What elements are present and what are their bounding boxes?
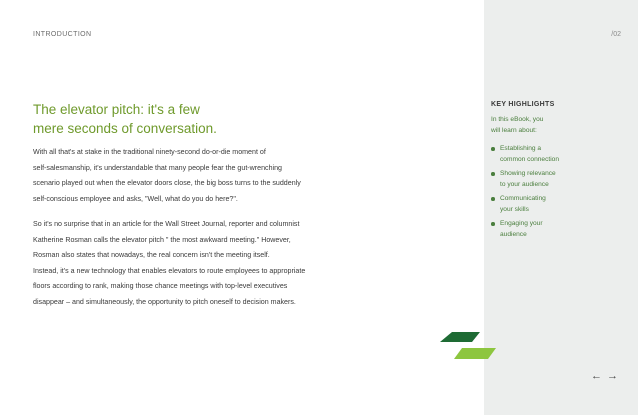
list-item-line: to your audience: [500, 180, 549, 188]
text-line: So it's no surprise that in an article for the Wall Street Journal, reporter and columnist: [33, 220, 300, 228]
text-line: With all that's at stake in the traditional ninety-second do-or-die moment of: [33, 148, 266, 156]
page-title-line-2: mere seconds of conversation.: [33, 121, 217, 136]
key-highlights-intro: [491, 115, 576, 136]
list-item-line: Engaging your: [500, 220, 543, 227]
page-navigation: [591, 370, 621, 382]
text-line: disappear – and simultaneously, the opportunity to pitch oneself to decision makers.: [33, 297, 296, 306]
text-line: Instead, it's a new technology that enables elevators to route employees to appropriate: [33, 266, 306, 275]
previous-page-arrow-icon[interactable]: ←: [591, 370, 605, 382]
page-number: /02: [611, 31, 621, 38]
logo-light-stripe: [454, 348, 496, 359]
logo-dark-stripe: [440, 332, 480, 342]
list-item: [491, 194, 578, 215]
text-line: Katherine Rosman calls the elevator pitch " the most awkward meeting." However,: [33, 235, 291, 244]
page-title: [33, 100, 293, 138]
next-page-arrow-icon[interactable]: →: [607, 370, 621, 382]
key-highlights-title: KEY HIGHLIGHTS: [491, 101, 555, 108]
paragraph-1: [33, 145, 378, 207]
paragraph-2: [33, 217, 378, 310]
bullet-icon: [491, 222, 495, 226]
list-item: [491, 219, 578, 240]
list-item-line: audience: [500, 230, 527, 238]
intro-line: will learn about:: [491, 126, 537, 134]
highlights-list: [491, 144, 626, 240]
key-highlights: [491, 101, 626, 244]
bullet-icon: [491, 172, 495, 176]
list-item: [491, 169, 578, 190]
list-item-line: Communicating: [500, 195, 546, 202]
page-title-line-1: The elevator pitch: it's a few: [33, 102, 200, 117]
section-label: INTRODUCTION: [33, 31, 92, 38]
stripes-logo-icon: [440, 332, 496, 362]
list-item: [491, 144, 578, 165]
text-line: scenario played out when the elevator doors close, the big boss turns to the suddenly: [33, 179, 301, 187]
list-item-line: Establishing a: [500, 145, 542, 152]
text-line: self-salesmanship, it's understandable that many people fear the gut-wrenching: [33, 163, 282, 172]
bullet-icon: [491, 197, 495, 201]
body-text: [33, 145, 378, 310]
list-item-line: common connection: [500, 155, 560, 163]
text-line: Rosman also states that nowadays, the real concern isn't the meeting itself.: [33, 251, 270, 259]
list-item-line: your skills: [500, 205, 529, 213]
intro-line: In this eBook, you: [491, 116, 544, 123]
bullet-icon: [491, 147, 495, 151]
text-line: floors according to rank, making those chance meetings with top-level executives: [33, 282, 288, 290]
text-line: self-conscious employee and asks, "Well, what do you do here?".: [33, 194, 238, 203]
list-item-line: Showing relevance: [500, 170, 556, 177]
